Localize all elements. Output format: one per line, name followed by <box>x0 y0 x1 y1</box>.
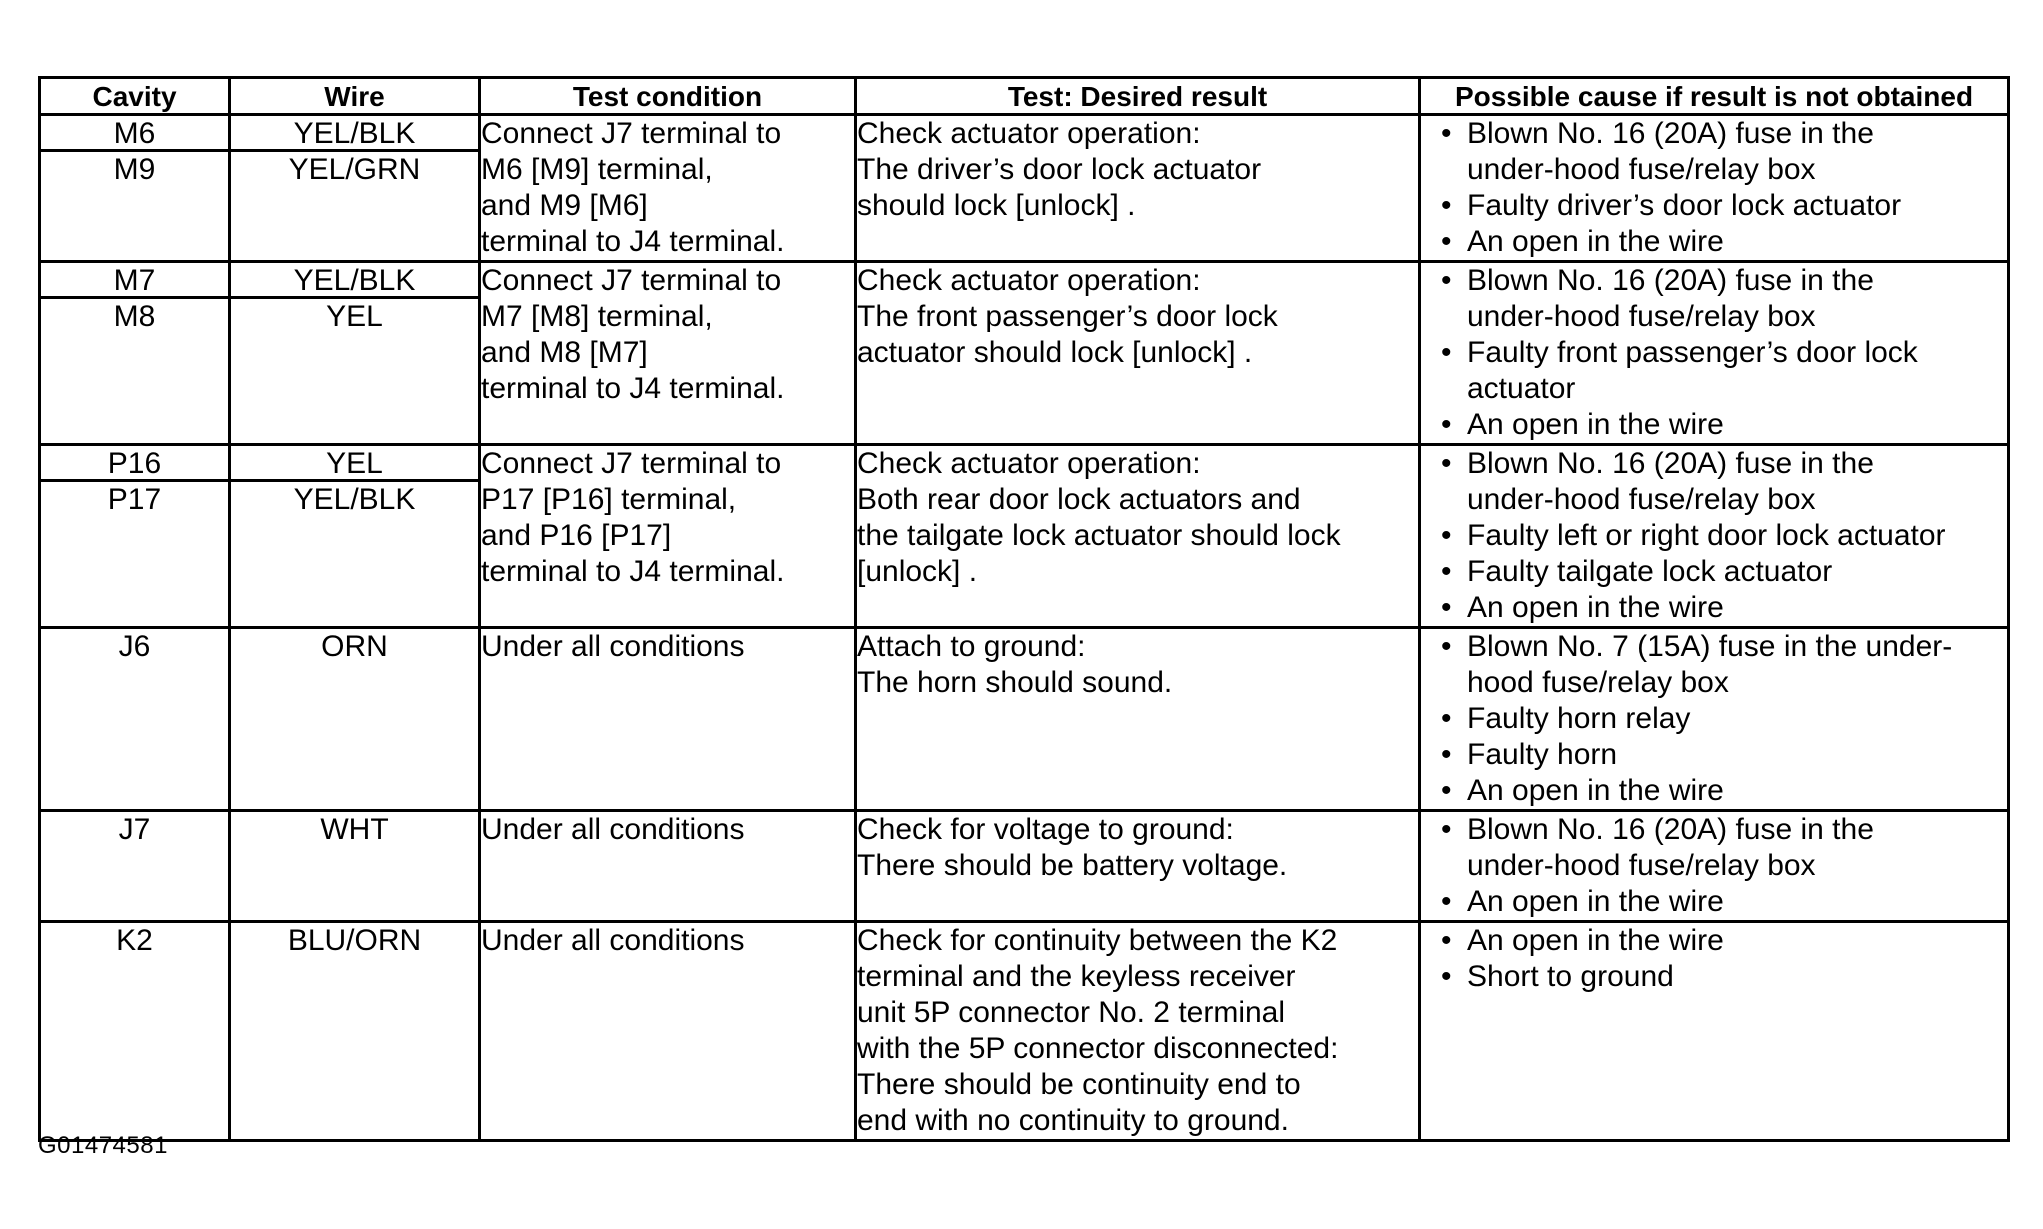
cause-item <box>1441 629 2007 701</box>
cause-line: • Blown No. 16 (20A) fuse in the <box>1467 813 1874 846</box>
table-row <box>40 445 2009 628</box>
desired-result-cell <box>856 922 1420 1141</box>
test-condition-line: Connect J7 terminal to <box>481 117 782 150</box>
test-condition-line: Connect J7 terminal to <box>481 264 782 297</box>
desired-result-line: [unlock] . <box>857 555 978 588</box>
cause-item <box>1441 923 2007 959</box>
test-condition-cell <box>480 115 856 262</box>
cause-item <box>1441 446 2007 518</box>
cause-line: • Faulty horn <box>1467 738 1618 771</box>
cause-line: • An open in the wire <box>1467 924 1724 957</box>
cause-item <box>1441 116 2007 188</box>
wire-color: YEL <box>231 446 478 482</box>
cause-item <box>1441 737 2007 773</box>
cause-list <box>1421 446 2007 626</box>
desired-result-line: end with no continuity to ground. <box>857 1104 1289 1137</box>
desired-result-line: Check for continuity between the K2 <box>857 924 1338 957</box>
desired-result-line: Check actuator operation: <box>857 447 1201 480</box>
cause-item <box>1441 773 2007 809</box>
cavity-cell <box>40 115 230 262</box>
desired-result-line: Check for voltage to ground: <box>857 813 1234 846</box>
cause-line: under-hood fuse/relay box <box>1467 153 1816 186</box>
cause-item <box>1441 335 2007 407</box>
cause-line: • An open in the wire <box>1467 885 1724 918</box>
cavity-cell <box>40 922 230 1141</box>
test-condition-line: terminal to J4 terminal. <box>481 225 785 258</box>
cause-list <box>1421 923 2007 995</box>
cavity-value: P16 <box>41 446 228 482</box>
wire-color: WHT <box>320 813 389 846</box>
cause-line: • An open in the wire <box>1467 225 1724 258</box>
cause-line: under-hood fuse/relay box <box>1467 849 1816 882</box>
possible-cause-cell <box>1420 628 2009 811</box>
cause-item <box>1441 188 2007 224</box>
test-condition-line: Connect J7 terminal to <box>481 447 782 480</box>
cavity-value: J7 <box>118 813 151 846</box>
desired-result-line: should lock [unlock] . <box>857 189 1136 222</box>
desired-result-line: Both rear door lock actuators and <box>857 483 1301 516</box>
cause-line: • Blown No. 16 (20A) fuse in the <box>1467 447 1874 480</box>
wire-cell <box>230 115 480 262</box>
desired-result-line: There should be continuity end to <box>857 1068 1301 1101</box>
wire-color: ORN <box>321 630 388 663</box>
header-test-condition: Test condition <box>480 78 856 115</box>
possible-cause-cell <box>1420 115 2009 262</box>
test-condition-line: M7 [M8] terminal, <box>481 300 713 333</box>
cause-line: • Blown No. 16 (20A) fuse in the <box>1467 264 1874 297</box>
cause-line: • Blown No. 16 (20A) fuse in the <box>1467 117 1874 150</box>
desired-result-line: Check actuator operation: <box>857 264 1201 297</box>
figure-id: G01474581 <box>38 1132 168 1159</box>
wire-cell <box>230 445 480 628</box>
test-condition-line: Under all conditions <box>481 813 745 846</box>
header-row <box>40 78 2009 115</box>
desired-result-line: the tailgate lock actuator should lock <box>857 519 1341 552</box>
cause-line: actuator <box>1467 372 1576 405</box>
wire-color: YEL/BLK <box>231 263 478 299</box>
cause-line: • Faulty driver’s door lock actuator <box>1467 189 1902 222</box>
table-row <box>40 115 2009 262</box>
desired-result-line: with the 5P connector disconnected: <box>857 1032 1339 1065</box>
table-row <box>40 922 2009 1141</box>
test-condition-cell <box>480 262 856 445</box>
header-cavity: Cavity <box>40 78 230 115</box>
cause-list <box>1421 629 2007 809</box>
desired-result-cell <box>856 628 1420 811</box>
cavity-cell <box>40 262 230 445</box>
desired-result-line: The horn should sound. <box>857 666 1173 699</box>
cause-line: under-hood fuse/relay box <box>1467 300 1816 333</box>
cause-item <box>1441 554 2007 590</box>
wire-color: BLU/ORN <box>287 924 422 957</box>
test-condition-cell <box>480 922 856 1141</box>
cause-line: • Faulty horn relay <box>1467 702 1691 735</box>
test-condition-cell <box>480 811 856 922</box>
cavity-value: M8 <box>113 300 156 333</box>
desired-result-cell <box>856 445 1420 628</box>
cause-line: under-hood fuse/relay box <box>1467 483 1816 516</box>
cause-item <box>1441 263 2007 335</box>
possible-cause-cell <box>1420 445 2009 628</box>
wire-cell <box>230 262 480 445</box>
table-row <box>40 628 2009 811</box>
test-condition-line: Under all conditions <box>481 630 745 663</box>
desired-result-line: Attach to ground: <box>857 630 1086 663</box>
cause-list <box>1421 812 2007 920</box>
cause-line: • An open in the wire <box>1467 591 1724 624</box>
cavity-value: M9 <box>113 153 156 186</box>
cause-line: • Faulty left or right door lock actuator <box>1467 519 1946 552</box>
cause-item <box>1441 590 2007 626</box>
cause-line: • Short to ground <box>1467 960 1674 993</box>
wire-color: YEL/BLK <box>231 116 478 152</box>
desired-result-line: unit 5P connector No. 2 terminal <box>857 996 1286 1029</box>
cause-line: hood fuse/relay box <box>1467 666 1729 699</box>
wire-color: YEL <box>326 300 383 333</box>
cavity-value: M6 <box>41 116 228 152</box>
cavity-value: M7 <box>41 263 228 299</box>
test-condition-cell <box>480 628 856 811</box>
cause-item <box>1441 407 2007 443</box>
cavity-cell <box>40 628 230 811</box>
test-condition-line: and M9 [M6] <box>481 189 648 222</box>
header-wire: Wire <box>230 78 480 115</box>
desired-result-line: The front passenger’s door lock <box>857 300 1278 333</box>
cavity-cell <box>40 811 230 922</box>
desired-result-line: The driver’s door lock actuator <box>857 153 1262 186</box>
wiring-test-table <box>38 76 2010 1142</box>
test-condition-line: and P16 [P17] <box>481 519 672 552</box>
table-row <box>40 262 2009 445</box>
wire-color: YEL/GRN <box>288 153 421 186</box>
cause-list <box>1421 263 2007 443</box>
cause-item <box>1441 224 2007 260</box>
cause-item <box>1441 959 2007 995</box>
test-condition-line: P17 [P16] terminal, <box>481 483 737 516</box>
test-condition-line: and M8 [M7] <box>481 336 648 369</box>
cavity-value: K2 <box>116 924 153 957</box>
possible-cause-cell <box>1420 262 2009 445</box>
wire-color: YEL/BLK <box>293 483 416 516</box>
possible-cause-cell <box>1420 811 2009 922</box>
cause-list <box>1421 116 2007 260</box>
cause-item <box>1441 884 2007 920</box>
wire-cell <box>230 922 480 1141</box>
cause-line: • Blown No. 7 (15A) fuse in the under- <box>1467 630 1953 663</box>
desired-result-cell <box>856 811 1420 922</box>
cause-line: • Faulty tailgate lock actuator <box>1467 555 1833 588</box>
wire-cell <box>230 811 480 922</box>
test-condition-line: terminal to J4 terminal. <box>481 555 785 588</box>
desired-result-line: There should be battery voltage. <box>857 849 1288 882</box>
cause-item <box>1441 518 2007 554</box>
desired-result-cell <box>856 262 1420 445</box>
desired-result-line: Check actuator operation: <box>857 117 1201 150</box>
cause-item <box>1441 812 2007 884</box>
desired-result-line: terminal and the keyless receiver <box>857 960 1296 993</box>
header-possible-cause: Possible cause if result is not obtained <box>1420 78 2009 115</box>
table-row <box>40 811 2009 922</box>
possible-cause-cell <box>1420 922 2009 1141</box>
cavity-value: J6 <box>118 630 151 663</box>
header-desired-result: Test: Desired result <box>856 78 1420 115</box>
cause-line: • An open in the wire <box>1467 774 1724 807</box>
cavity-cell <box>40 445 230 628</box>
test-condition-line: terminal to J4 terminal. <box>481 372 785 405</box>
test-condition-cell <box>480 445 856 628</box>
desired-result-cell <box>856 115 1420 262</box>
test-condition-line: M6 [M9] terminal, <box>481 153 713 186</box>
cause-line: • Faulty front passenger’s door lock <box>1467 336 1918 369</box>
cause-item <box>1441 701 2007 737</box>
cavity-value: P17 <box>107 483 162 516</box>
test-condition-line: Under all conditions <box>481 924 745 957</box>
wire-cell <box>230 628 480 811</box>
desired-result-line: actuator should lock [unlock] . <box>857 336 1253 369</box>
cause-line: • An open in the wire <box>1467 408 1724 441</box>
